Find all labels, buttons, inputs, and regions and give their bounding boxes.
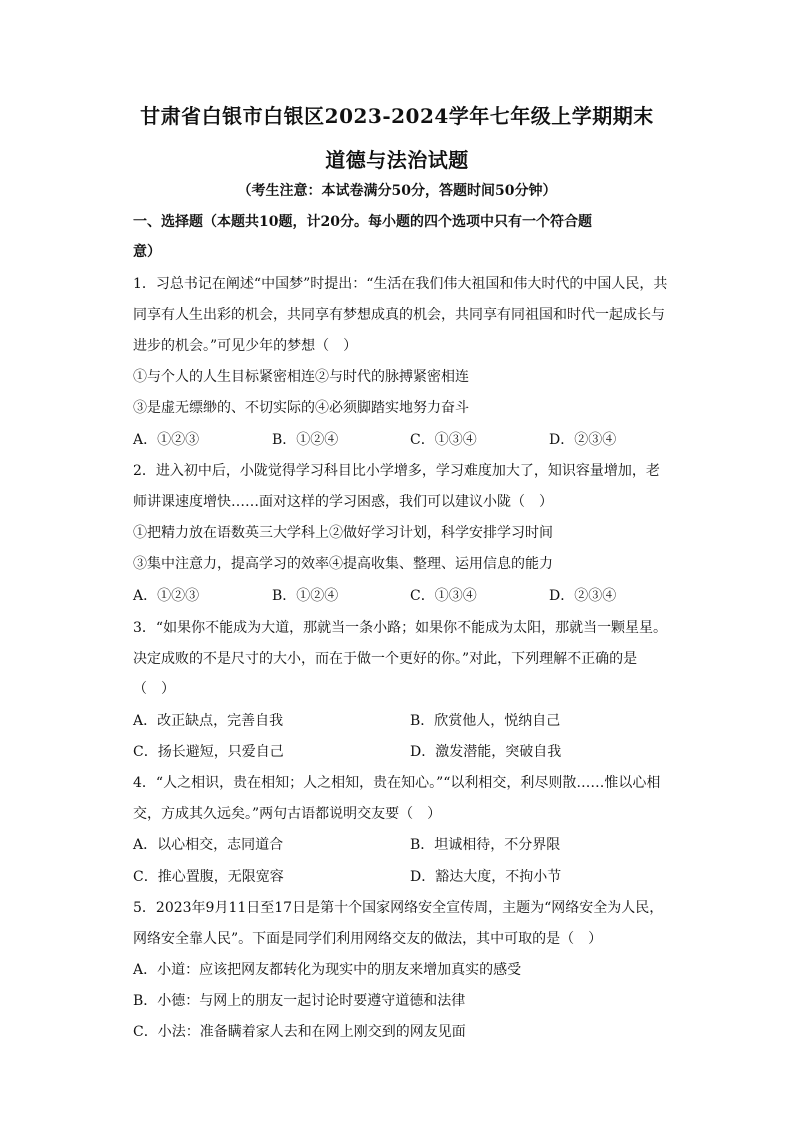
q3-option-a: A．改正缺点，完善自我 [133, 713, 284, 729]
exam-title-line1: 甘肃省白银市白银区2023-2024学年七年级上学期期末 [140, 104, 654, 128]
q1-option-b: B．①②④ [272, 432, 339, 448]
section-heading-line2: 意） [133, 244, 161, 260]
q2-stem-line2: 师讲课速度增快……面对这样的学习困惑，我们可以建议小陇（ ） [133, 494, 553, 510]
exam-title-line2: 道德与法治试题 [325, 148, 469, 172]
q3-stem-line1: 3．“如果你不能成为大道，那就当一条小路；如果你不能成为太阳，那就当一颗星星。 [133, 620, 668, 636]
q5-stem-line1: 5．2023年9月11日至17日是第十个国家网络安全宣传周，主题为“网络安全为人民， [133, 900, 664, 916]
q4-stem-line1: 4．“人之相识，贵在相知；人之相知，贵在知心。”“以利相交，利尽则散……惟以心相 [133, 775, 661, 791]
q1-option-d: D．②③④ [549, 432, 617, 448]
q1-statement-line2: ③是虚无缥缈的、不切实际的④必须脚踏实地努力奋斗 [133, 400, 469, 416]
q4-option-c: C．推心置腹，无限宽容 [133, 869, 284, 885]
exam-notice: （考生注意：本试卷满分50分，答题时间50分钟） [237, 183, 557, 199]
q4-option-d: D．豁达大度，不拘小节 [410, 869, 562, 885]
q1-stem-line2: 同享有人生出彩的机会，共同享有梦想成真的机会，共同享有同祖国和时代一起成长与 [133, 307, 665, 323]
q3-option-b: B．欣赏他人，悦纳自己 [410, 713, 561, 729]
q2-statement-line2: ③集中注意力，提高学习的效率④提高收集、整理、运用信息的能力 [133, 556, 553, 572]
q1-option-c: C．①③④ [410, 432, 477, 448]
q2-option-a: A．①②③ [133, 588, 200, 604]
section-heading-line1: 一、选择题（本题共10题，计20分。每小题的四个选项中只有一个符合题 [133, 214, 592, 230]
q3-stem-line2: 决定成败的不是尺寸的大小，而在于做一个更好的你。”对此，下列理解不正确的是 [133, 651, 638, 667]
q1-option-a: A．①②③ [133, 432, 200, 448]
q4-option-b: B．坦诚相待，不分界限 [410, 837, 561, 853]
q2-option-c: C．①③④ [410, 588, 477, 604]
q3-option-c: C．扬长避短，只爱自己 [133, 744, 284, 760]
q3-option-d: D．激发潜能，突破自我 [410, 744, 562, 760]
q2-statement-line1: ①把精力放在语数英三大学科上②做好学习计划，科学安排学习时间 [133, 525, 553, 541]
q4-option-a: A．以心相交，志同道合 [133, 837, 284, 853]
q5-option-a: A．小道：应该把网友都转化为现实中的朋友来增加真实的感受 [133, 962, 522, 978]
q3-stem-line3: （ ） [133, 681, 175, 697]
q2-option-b: B．①②④ [272, 588, 339, 604]
q5-option-c: C．小法：准备瞒着家人去和在网上刚交到的网友见面 [133, 1024, 466, 1040]
q5-option-b: B．小德：与网上的朋友一起讨论时要遵守道德和法律 [133, 993, 466, 1009]
q1-stem-line1: 1．习总书记在阐述“中国梦”时提出：“生活在我们伟大祖国和伟大时代的中国人民，共 [133, 276, 668, 292]
q1-stem-line3: 进步的机会。”可见少年的梦想（ ） [133, 338, 358, 354]
q2-option-d: D．②③④ [549, 588, 617, 604]
q2-stem-line1: 2．进入初中后，小陇觉得学习科目比小学增多，学习难度加大了，知识容量增加，老 [133, 463, 660, 479]
q4-stem-line2: 交，方成其久远矣。”两句古语都说明交友要（ ） [133, 806, 442, 822]
q5-stem-line2: 网络安全靠人民”。下面是同学们利用网络交友的做法，其中可取的是（ ） [133, 931, 603, 947]
q1-statement-line1: ①与个人的人生目标紧密相连②与时代的脉搏紧密相连 [133, 369, 469, 385]
